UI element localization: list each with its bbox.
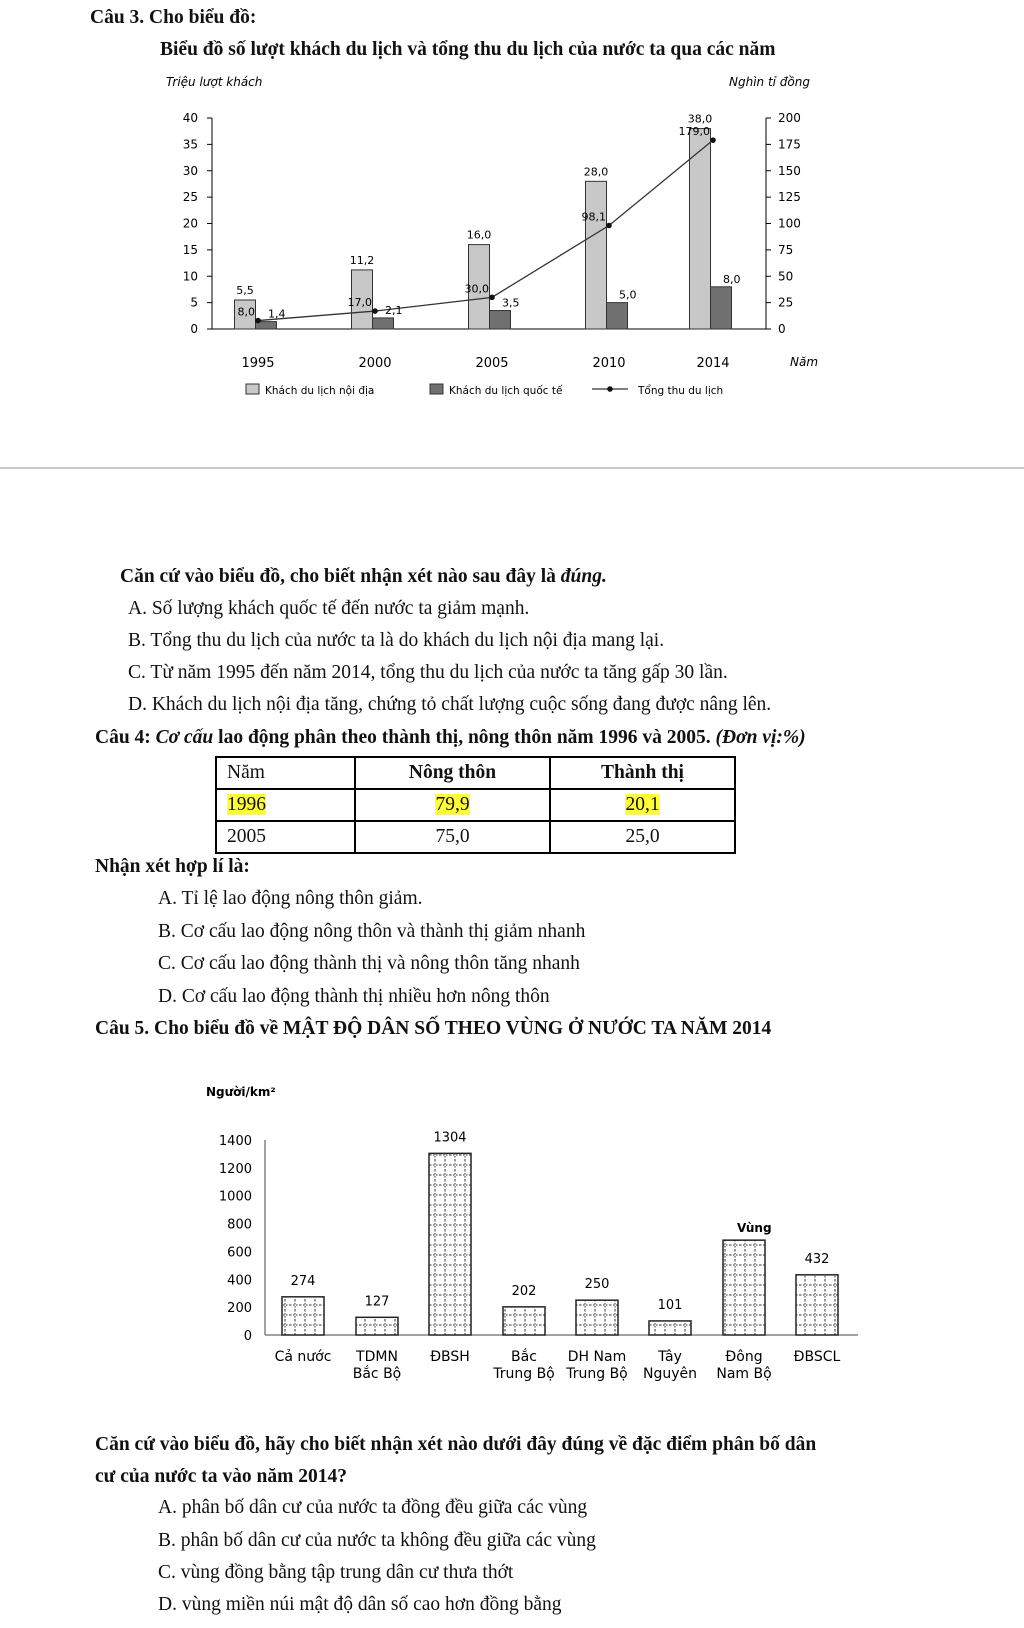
table-header-cell: Nông thôn <box>355 757 550 789</box>
bar-label-international: 1,4 <box>268 307 286 321</box>
y-tick-label: 1000 <box>218 1189 252 1205</box>
left-tick-label: 0 <box>190 322 198 336</box>
x-tick-label: DH Nam <box>567 1349 627 1365</box>
x-tick-label: 2014 <box>696 356 730 371</box>
density-bar <box>429 1153 471 1335</box>
total-revenue-label: 8,0 <box>237 305 255 319</box>
q5-question-line2: cư của nước ta vào năm 2014? <box>95 1466 347 1487</box>
y-tick-label: 1400 <box>218 1134 252 1149</box>
total-revenue-point <box>606 223 612 229</box>
left-tick-label: 25 <box>182 190 198 205</box>
x-tick-label: Đông <box>725 1349 763 1365</box>
table-cell: 1996 <box>216 789 355 821</box>
right-axis-title: Nghìn tỉ đồng <box>729 75 810 89</box>
table-row <box>216 821 735 853</box>
q4-option-c[interactable]: C. Cơ cấu lao động thành thị và nông thôn tăng nhanh <box>158 953 580 974</box>
y-tick-label: 200 <box>227 1301 252 1317</box>
density-value-label: 202 <box>511 1283 537 1299</box>
legend-label-international: Khách du lịch quốc tế <box>449 385 563 397</box>
section-divider <box>0 467 1024 469</box>
left-tick-label: 15 <box>182 242 198 257</box>
y-tick-label: 400 <box>227 1273 252 1289</box>
q4-option-b[interactable]: B. Cơ cấu lao động nông thôn và thành thị giảm nhanh <box>158 921 586 942</box>
bar-domestic <box>586 181 607 329</box>
density-bar <box>649 1321 691 1335</box>
table-header-cell: Thành thị <box>550 757 735 789</box>
left-tick-label: 20 <box>182 216 198 231</box>
total-revenue-label: 30,0 <box>464 282 489 296</box>
table-cell: 25,0 <box>550 821 735 853</box>
q5-option-d[interactable]: D. vùng miền núi mật độ dân số cao hơn đồng bằng <box>158 1594 562 1615</box>
density-value-label: 432 <box>804 1251 830 1267</box>
x-tick-label: ĐBSCL <box>793 1349 841 1365</box>
y-tick-label: 1200 <box>218 1161 252 1177</box>
bar-label-domestic: 11,2 <box>349 253 375 267</box>
bar-label-domestic: 28,0 <box>583 165 609 179</box>
left-axis-title: Triệu lượt khách <box>166 75 263 89</box>
right-tick-label: 150 <box>778 163 801 178</box>
total-revenue-point <box>710 137 716 143</box>
density-value-label: 274 <box>290 1273 316 1289</box>
left-tick-label: 5 <box>190 295 198 310</box>
density-bar <box>282 1297 324 1335</box>
density-bar <box>576 1300 618 1335</box>
right-tick-label: 100 <box>778 216 801 231</box>
density-value-label: 250 <box>584 1277 610 1293</box>
x-tick-label: Cả nước <box>274 1349 332 1365</box>
left-tick-label: 40 <box>182 111 198 125</box>
legend-label-domestic: Khách du lịch nội địa <box>265 385 375 397</box>
density-bar <box>796 1275 838 1335</box>
x-tick-label: Bắc Bộ <box>352 1366 402 1382</box>
left-tick-label: 30 <box>182 163 198 178</box>
total-revenue-point <box>255 318 261 324</box>
bar-label-international: 2,1 <box>385 303 403 317</box>
right-tick-label: 50 <box>778 269 794 284</box>
q4-title: Câu 4: Cơ cấu lao động phân theo thành thị, nông thôn năm 1996 và 2005. (Đơn vị:%) <box>95 727 806 748</box>
table-header-row <box>216 757 735 789</box>
x-tick-label: Trung Bộ <box>493 1366 555 1382</box>
right-tick-label: 200 <box>778 111 801 125</box>
x-axis-title: Năm <box>790 355 819 369</box>
x-tick-label: ĐBSH <box>430 1349 470 1365</box>
total-revenue-label: 179,0 <box>678 125 710 139</box>
x-tick-label: Nguyên <box>642 1366 698 1382</box>
right-tick-label: 0 <box>778 322 786 336</box>
table-cell: 20,1 <box>550 789 735 821</box>
x-tick-label: 2005 <box>475 356 509 371</box>
legend-swatch-international <box>430 384 443 394</box>
table-header-cell: Năm <box>216 757 355 789</box>
tourism-chart <box>0 70 1024 410</box>
density-value-label: 127 <box>364 1294 390 1310</box>
right-tick-label: 75 <box>778 242 794 257</box>
bar-label-domestic: 16,0 <box>466 228 492 242</box>
q5-option-c[interactable]: C. vùng đồng bằng tập trung dân cư thưa thớt <box>158 1562 514 1583</box>
x-tick-label: 2010 <box>592 356 626 371</box>
x-tick-label: 1995 <box>241 356 275 371</box>
table-cell: 75,0 <box>355 821 550 853</box>
q3-option-d[interactable]: D. Khách du lịch nội địa tăng, chứng tỏ chất lượng cuộc sống đang được nâng lên. <box>128 694 772 715</box>
density-bar <box>356 1317 398 1335</box>
x-tick-label: Tây <box>658 1349 682 1365</box>
q5-option-a[interactable]: A. phân bố dân cư của nước ta đồng đều giữa các vùng <box>158 1497 588 1518</box>
bar-international <box>373 318 394 329</box>
total-revenue-point <box>489 295 495 301</box>
density-bar <box>503 1307 545 1335</box>
y-tick-label: 0 <box>243 1329 252 1344</box>
bar-international <box>711 287 732 329</box>
bar-domestic <box>690 129 711 329</box>
x-tick-label: TDMN <box>356 1349 398 1365</box>
x-tick-label: Nam Bộ <box>716 1366 772 1382</box>
legend-swatch-domestic <box>246 384 259 394</box>
bar-label-domestic: 38,0 <box>687 112 713 126</box>
left-tick-label: 35 <box>182 137 198 152</box>
density-value-label: 1304 <box>433 1130 467 1146</box>
q5-question-line1: Căn cứ vào biểu đồ, hãy cho biết nhận xét nào dưới đây đúng về đặc điểm phân bố dân <box>95 1434 817 1455</box>
bar-label-international: 3,5 <box>502 296 520 310</box>
total-revenue-point <box>372 308 378 314</box>
y-axis-title: Người/km² <box>206 1085 276 1099</box>
chart1-title: Biểu đồ số lượt khách du lịch và tổng thu du lịch của nước ta qua các năm <box>160 39 776 60</box>
left-tick-label: 10 <box>182 269 198 284</box>
density-value-label: 101 <box>657 1297 683 1313</box>
bar-label-international: 5,0 <box>619 288 637 302</box>
x-tick-label: Trung Bộ <box>566 1366 628 1382</box>
bar-label-domestic: 5,5 <box>236 283 254 297</box>
q4-prompt: Nhận xét hợp lí là: <box>95 856 250 877</box>
legend-label-total: Tổng thu du lịch <box>638 385 724 397</box>
table-cell: 79,9 <box>355 789 550 821</box>
x-axis-title: Vùng <box>737 1221 772 1235</box>
right-tick-label: 25 <box>778 295 794 310</box>
total-revenue-label: 98,1 <box>581 210 606 224</box>
bar-international <box>607 303 628 329</box>
x-tick-label: Bắc <box>511 1349 537 1365</box>
bar-label-international: 8,0 <box>723 272 741 286</box>
y-tick-label: 800 <box>227 1217 252 1233</box>
labor-structure-table <box>215 756 736 854</box>
density-bar <box>723 1240 765 1335</box>
q3-option-c[interactable]: C. Từ năm 1995 đến năm 2014, tổng thu du lịch của nước ta tăng gấp 30 lần. <box>128 662 728 683</box>
q4-option-a[interactable]: A. Tỉ lệ lao động nông thôn giảm. <box>158 888 423 909</box>
y-tick-label: 600 <box>227 1245 252 1261</box>
total-revenue-label: 17,0 <box>347 296 372 310</box>
q3-question: Căn cứ vào biểu đồ, cho biết nhận xét nào sau đây là đúng. <box>120 566 607 587</box>
q3-title: Câu 3. Cho biểu đồ: <box>90 7 257 28</box>
q4-option-d[interactable]: D. Cơ cấu lao động thành thị nhiều hơn nông thôn <box>158 986 550 1007</box>
q5-option-b[interactable]: B. phân bố dân cư của nước ta không đều giữa các vùng <box>158 1530 596 1551</box>
right-tick-label: 175 <box>778 137 801 152</box>
table-row <box>216 789 735 821</box>
x-tick-label: 2000 <box>358 356 392 371</box>
density-chart <box>0 1060 1024 1420</box>
q3-option-a[interactable]: A. Số lượng khách quốc tế đến nước ta giảm mạnh. <box>128 598 530 619</box>
right-tick-label: 125 <box>778 190 801 205</box>
bar-international <box>490 311 511 329</box>
table-cell: 2005 <box>216 821 355 853</box>
q3-option-b[interactable]: B. Tổng thu du lịch của nước ta là do khách du lịch nội địa mang lại. <box>128 630 665 651</box>
q5-title: Câu 5. Cho biểu đồ về MẬT ĐỘ DÂN SỐ THEO VÙNG Ở NƯỚC TA NĂM 2014 <box>95 1018 772 1039</box>
legend-marker-total <box>607 386 613 392</box>
